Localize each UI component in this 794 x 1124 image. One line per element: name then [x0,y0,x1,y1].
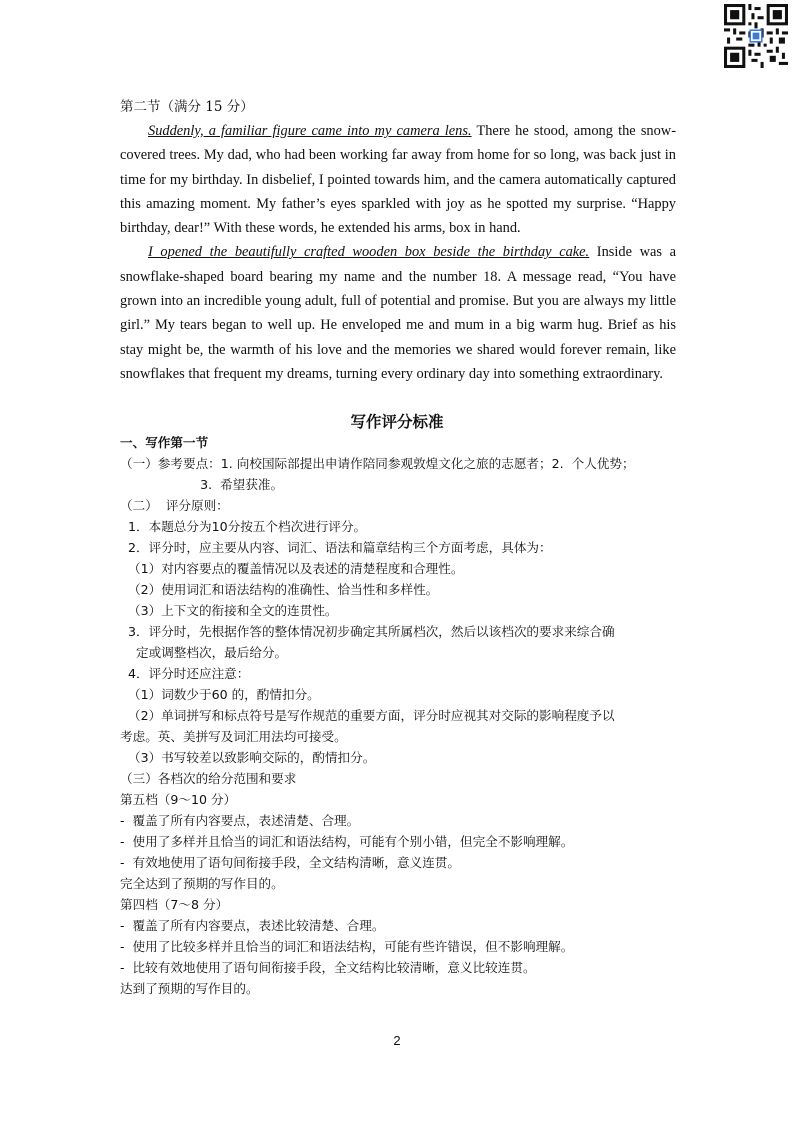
criteria-line: 定或调整档次，最后给分。 [120,645,288,660]
criteria-line: 3．评分时，先根据作答的整体情况初步确定其所属档次，然后以该档次的要求来综合确 [120,624,615,639]
criteria-line: （3）上下文的衔接和全文的连贯性。 [120,603,338,618]
essay-paragraph-1 [120,119,676,240]
criteria-line: （二） 评分原则： [120,498,229,513]
criteria-line: （1）词数少于60 的，酌情扣分。 [120,687,320,702]
qr-code-image [724,4,788,68]
criteria-title: 写作评分标准 [350,413,444,431]
criteria-line: 完全达到了预期的写作目的。 [120,876,284,891]
essay-paragraph-2 [120,240,676,386]
criteria-line: （3）书写较差以致影响交际的，酌情扣分。 [120,750,376,765]
criteria-line: - 使用了多样并且恰当的词汇和语法结构，可能有个别小错，但完全不影响理解。 [120,834,574,849]
criteria-line: 1．本题总分为10分按五个档次进行评分。 [120,519,367,534]
criteria-line: 第五档（9～10 分） [120,792,237,807]
criteria-line: （1）对内容要点的覆盖情况以及表述的清楚程度和合理性。 [120,561,464,576]
paragraph-2-lead-sentence: I opened the beautifully crafted wooden box beside the birthday cake. [148,244,590,261]
criteria-line: （2）使用词汇和语法结构的准确性、恰当性和多样性。 [120,582,439,597]
criteria-line: - 覆盖了所有内容要点，表述比较清楚、合理。 [120,918,385,933]
criteria-line: - 比较有效地使用了语句间衔接手段，全文结构比较清晰，意义比较连贯。 [120,960,536,975]
paragraph-2-body: Inside was a snowflake-shaped board bearing my name and the number 18. A message read, “You have grown into an incredible young adult, full of potential and promise. But you are always my little girl.” My tears began to well up. He enveloped me and mum in a big warm hug. Brief as his stay might be, the warmth of his love and the memories we shared would forever remain, like snowflakes that frequent my dreams, turning every ordinary day into something extraordinary. [120,244,677,382]
criteria-line: - 覆盖了所有内容要点，表述清楚、合理。 [120,813,360,828]
criteria-line: - 使用了比较多样并且恰当的词汇和语法结构，可能有些许错误，但不影响理解。 [120,939,574,954]
criteria-line: 考虑。英、美拼写及词汇用法均可接受。 [120,729,347,744]
section-two-heading: 第二节（满分 15 分） [120,99,254,115]
paragraph-1-body: There he stood, among the snow-covered trees. My dad, who had been working far away from home for so long, was back just in time for my birthday. In disbelief, I pointed towards him, and the camera automatically captured this amazing moment. My father’s eyes sparkled with joy as he spotted my surprise. “Happy birthday, dear!” With these words, he extended his arms, box in hand. [120,123,676,237]
page-number: 2 [393,1033,401,1048]
criteria-line: 一、写作第一节 [120,435,209,450]
criteria-line: 4．评分时还应注意： [120,666,250,681]
criteria-line: 达到了预期的写作目的。 [120,981,259,996]
criteria-line: （三）各档次的给分范围和要求 [120,771,297,786]
paragraph-1-lead-sentence: Suddenly, a familiar figure came into my camera lens. [148,123,472,139]
criteria-list [120,432,680,999]
criteria-line: 2．评分时，应主要从内容、词汇、语法和篇章结构三个方面考虑，具体为： [120,540,552,555]
criteria-line: - 有效地使用了语句间衔接手段，全文结构清晰，意义连贯。 [120,855,460,870]
model-essay [120,119,676,386]
criteria-line: （2）单词拼写和标点符号是写作规范的重要方面，评分时应视其对交际的影响程度予以 [120,708,615,723]
criteria-line: 第四档（7～8 分） [120,897,229,912]
criteria-line: 3. 希望获准。 [120,477,284,492]
criteria-line: （一）参考要点：1. 向校国际部提出申请作陪同参观敦煌文化之旅的志愿者；2. 个人优势； [120,456,635,471]
